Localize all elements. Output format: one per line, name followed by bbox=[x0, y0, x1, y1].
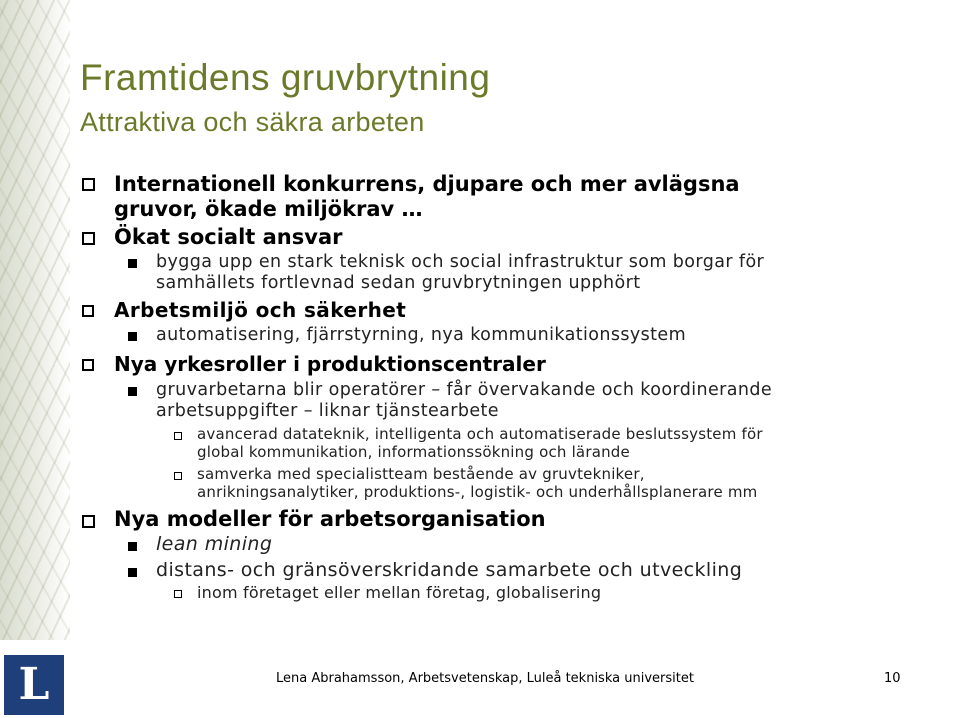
filled-square-bullet-icon bbox=[128, 568, 137, 577]
filled-square-bullet-icon bbox=[128, 332, 137, 341]
hollow-square-bullet-icon bbox=[82, 359, 94, 371]
bullet-text: Nya modeller för arbetsorganisation bbox=[114, 507, 546, 531]
bullet-text: automatisering, fjärrstyrning, nya kommunikationssystem bbox=[156, 325, 687, 345]
university-logo bbox=[4, 655, 64, 715]
bullet-text: bygga upp en stark teknisk och social infrastruktur som borgar för bbox=[156, 252, 765, 272]
small-hollow-square-bullet-icon bbox=[174, 590, 182, 598]
bullet-text: anrikningsanalytiker, produktions-, logistik- och underhållsplanerare mm bbox=[197, 483, 758, 501]
bullet-text: avancerad datateknik, intelligenta och automatiserade beslutssystem för bbox=[197, 425, 763, 443]
small-hollow-square-bullet-icon bbox=[174, 472, 182, 480]
hollow-square-bullet-icon bbox=[82, 305, 94, 317]
page-number: 10 bbox=[884, 671, 901, 686]
bullet-text: arbetsuppgifter – liknar tjänstearbete bbox=[156, 401, 499, 421]
filled-square-bullet-icon bbox=[128, 387, 137, 396]
hollow-square-bullet-icon bbox=[82, 178, 95, 191]
bullet-text: Nya yrkesroller i produktionscentraler bbox=[114, 352, 546, 376]
logo-letter: L bbox=[18, 659, 50, 710]
hollow-square-bullet-icon bbox=[82, 232, 95, 245]
small-hollow-square-bullet-icon bbox=[174, 432, 182, 440]
bullet-text: lean mining bbox=[156, 533, 273, 555]
bullet-text: samhällets fortlevnad sedan gruvbrytningen upphört bbox=[156, 273, 641, 293]
slide-title: Framtidens gruvbrytning bbox=[80, 57, 491, 98]
bullet-text: gruvarbetarna blir operatörer – får övervakande och koordinerande bbox=[156, 380, 773, 400]
bullet-text: Ökat socialt ansvar bbox=[114, 225, 343, 249]
filled-square-bullet-icon bbox=[128, 542, 137, 551]
bullet-text: global kommunikation, informationssökning och lärande bbox=[197, 443, 630, 461]
bullet-text: samverka med specialistteam bestående av gruvtekniker, bbox=[197, 465, 645, 483]
bullet-text: Arbetsmiljö och säkerhet bbox=[114, 298, 407, 322]
bullet-text: gruvor, ökade miljökrav … bbox=[114, 197, 423, 221]
slide-footer: Lena Abrahamsson, Arbetsvetenskap, Luleå tekniska universitet bbox=[276, 671, 694, 686]
bullet-text: distans- och gränsöverskridande samarbete och utveckling bbox=[156, 559, 743, 581]
bullet-text: Internationell konkurrens, djupare och mer avlägsna bbox=[114, 172, 740, 196]
hollow-square-bullet-icon bbox=[82, 515, 95, 528]
slide-subtitle: Attraktiva och säkra arbeten bbox=[80, 107, 425, 137]
filled-square-bullet-icon bbox=[128, 259, 137, 268]
bullet-text: inom företaget eller mellan företag, globalisering bbox=[197, 583, 602, 602]
